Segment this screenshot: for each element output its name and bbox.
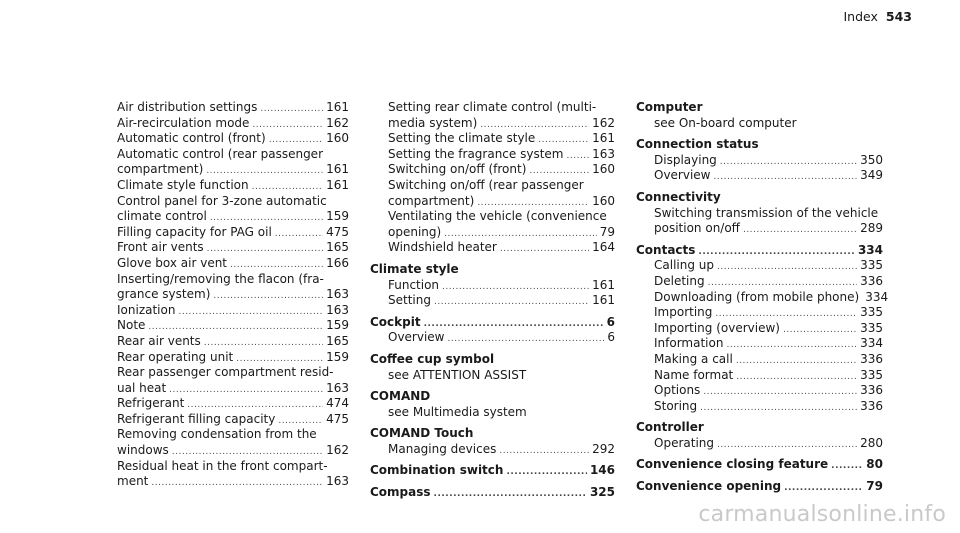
entry-text: Computer: [636, 100, 703, 114]
page-ref[interactable]: 335: [860, 305, 883, 320]
index-subentry: [636, 399, 883, 415]
dot-leader: [717, 438, 857, 454]
entry-text: Displaying: [654, 152, 717, 167]
dot-leader: [500, 242, 589, 258]
page-ref[interactable]: 335: [860, 320, 883, 335]
index-see-reference: [370, 368, 615, 384]
page-ref[interactable]: 280: [860, 435, 883, 450]
page-ref[interactable]: 334: [857, 242, 883, 257]
entry-text: Setting: [388, 293, 431, 308]
dot-leader: [567, 149, 590, 165]
index-entry: [117, 147, 349, 163]
dot-leader: [434, 295, 589, 311]
entry-text: ual heat: [117, 380, 167, 395]
page-ref[interactable]: 289: [860, 221, 883, 236]
index-heading: [636, 137, 883, 153]
index-subentry: [636, 336, 883, 352]
page-ref[interactable]: 336: [860, 351, 883, 366]
entry-text: compartment): [117, 162, 204, 177]
page-ref[interactable]: 159: [326, 318, 349, 333]
dot-leader: [698, 245, 855, 261]
dot-leader: [783, 323, 857, 339]
page-ref[interactable]: 161: [326, 177, 349, 192]
entry-text: Switching transmission of the vehicle: [654, 205, 879, 220]
dot-leader: [703, 385, 857, 401]
watermark: carmanualsonline.info: [698, 502, 946, 527]
index-entry: [117, 162, 349, 178]
index-subentry: [636, 352, 883, 368]
index-see-reference: [370, 405, 615, 421]
page-ref[interactable]: 161: [592, 293, 615, 308]
entry-text: Switching on/off (rear passenger: [388, 177, 584, 192]
index-entry: [117, 131, 349, 147]
dot-leader: [831, 459, 863, 475]
dot-leader: [784, 481, 863, 497]
entry-text: Ionization: [117, 302, 176, 317]
page-number: 543: [885, 9, 912, 24]
index-subentry: [370, 330, 615, 346]
index-column-1: [117, 100, 349, 490]
index-subentry: [636, 321, 883, 337]
page-ref[interactable]: 161: [326, 162, 349, 177]
index-subentry: [636, 436, 883, 452]
entry-text: Refrigerant: [117, 396, 185, 411]
dot-leader: [499, 444, 589, 460]
entry-text: Coffee cup symbol: [370, 351, 495, 366]
entry-text: Removing condensation from the: [117, 427, 317, 442]
dot-leader: [726, 338, 857, 354]
index-subentry: [636, 206, 883, 222]
entry-text: Overview: [654, 168, 711, 183]
page-ref[interactable]: 164: [592, 240, 615, 255]
section-title: Index: [843, 9, 878, 24]
page-ref[interactable]: 475: [326, 224, 349, 239]
index-heading: [370, 485, 615, 501]
index-subentry: [636, 168, 883, 184]
index-subentry: [636, 305, 883, 321]
index-entry: [117, 474, 349, 490]
entry-text: Downloading (from mobile phone): [654, 289, 860, 304]
page-ref[interactable]: 325: [589, 485, 615, 500]
page-ref[interactable]: 162: [326, 443, 349, 458]
index-subentry: [370, 100, 615, 116]
index-entry: [117, 365, 349, 381]
index-entry: [117, 178, 349, 194]
entry-text: Operating: [654, 435, 714, 450]
page-ref[interactable]: 80: [866, 457, 883, 472]
page-ref[interactable]: 79: [866, 479, 883, 494]
entry-text: windows: [117, 443, 169, 458]
entry-text: Compass: [370, 485, 431, 500]
entry-text: Automatic control (rear passenger: [117, 146, 323, 161]
dot-leader: [700, 401, 857, 417]
entry-text: Automatic control (front): [117, 131, 266, 146]
entry-text: Residual heat in the front compart-: [117, 458, 328, 473]
entry-text: Rear air vents: [117, 333, 201, 348]
index-heading: [370, 315, 615, 331]
entry-text: Importing: [654, 305, 713, 320]
index-subentry: [370, 178, 615, 194]
dot-leader: [736, 370, 857, 386]
page-ref[interactable]: 349: [860, 168, 883, 183]
page-ref[interactable]: 336: [860, 273, 883, 288]
page-ref[interactable]: 335: [860, 258, 883, 273]
page-ref[interactable]: 163: [326, 380, 349, 395]
entry-text: Inserting/removing the flacon (fra-: [117, 271, 324, 286]
page-ref[interactable]: 474: [326, 396, 349, 411]
entry-text: Connectivity: [636, 189, 721, 204]
entry-text: Connection status: [636, 137, 759, 152]
index-entry: [117, 303, 349, 319]
entry-text: see ATTENTION ASSIST: [388, 367, 527, 382]
entry-text: Filling capacity for PAG oil: [117, 224, 272, 239]
index-entry: [117, 209, 349, 225]
index-heading: [370, 262, 615, 278]
dot-leader: [434, 487, 587, 503]
entry-text: media system): [388, 115, 478, 130]
page-ref[interactable]: 336: [860, 398, 883, 413]
entry-text: opening): [388, 224, 442, 239]
entry-text: Calling up: [654, 258, 714, 273]
index-subentry: [636, 221, 883, 237]
entry-text: Making a call: [654, 351, 733, 366]
index-subentry: [370, 293, 615, 309]
dot-leader: [448, 332, 605, 348]
index-entry: [117, 240, 349, 256]
index-entry: [117, 350, 349, 366]
page-ref[interactable]: 146: [589, 463, 615, 478]
page-ref[interactable]: 159: [326, 209, 349, 224]
entry-text: Function: [388, 277, 440, 292]
index-entry: [117, 194, 349, 210]
page-ref[interactable]: 161: [592, 131, 615, 146]
index-entry: [117, 287, 349, 303]
index-entry: [117, 272, 349, 288]
entry-text: compartment): [388, 193, 475, 208]
index-heading: [636, 190, 883, 206]
index-subentry: [370, 194, 615, 210]
index-entry: [117, 100, 349, 116]
entry-text: Glove box air vent: [117, 255, 228, 270]
dot-leader: [442, 280, 589, 296]
index-subentry: [636, 383, 883, 399]
page-ref[interactable]: 163: [326, 287, 349, 302]
index-heading: [636, 479, 883, 495]
page-ref[interactable]: 79: [599, 224, 615, 239]
index-heading: [636, 243, 883, 259]
index-see-reference: [636, 116, 883, 132]
index-subentry: [370, 225, 615, 241]
dot-leader: [506, 465, 586, 481]
dot-leader: [720, 155, 857, 171]
page-ref[interactable]: 159: [326, 349, 349, 364]
dot-leader: [275, 227, 323, 243]
index-entry: [117, 225, 349, 241]
entry-text: Cockpit: [370, 314, 421, 329]
entry-text: grance system): [117, 287, 211, 302]
entry-text: see Multimedia system: [388, 404, 527, 419]
index-heading: [636, 420, 883, 436]
index-subentry: [370, 131, 615, 147]
entry-text: Refrigerant filling capacity: [117, 411, 276, 426]
page-ref[interactable]: 161: [326, 100, 349, 114]
entry-text: Overview: [388, 330, 445, 345]
index-entry: [117, 443, 349, 459]
index-subentry: [370, 209, 615, 225]
entry-text: see On-board computer: [654, 115, 797, 130]
page-ref[interactable]: 166: [326, 255, 349, 270]
index-subentry: [370, 147, 615, 163]
entry-text: Rear passenger compartment resid-: [117, 365, 334, 380]
index-subentry: [636, 274, 883, 290]
dot-leader: [169, 383, 323, 399]
entry-text: Air distribution settings: [117, 100, 258, 114]
index-entry: [117, 396, 349, 412]
index-entry: [117, 334, 349, 350]
index-column-2: [370, 100, 615, 501]
page-ref[interactable]: 334: [860, 336, 883, 351]
page-ref[interactable]: 475: [326, 411, 349, 426]
index-subentry: [370, 116, 615, 132]
entry-text: Rear operating unit: [117, 349, 234, 364]
page-ref[interactable]: 336: [860, 383, 883, 398]
index-subentry: [370, 240, 615, 256]
entry-text: Name format: [654, 367, 734, 382]
entry-text: Deleting: [654, 273, 705, 288]
page-ref[interactable]: 162: [592, 115, 615, 130]
index-subentry: [636, 368, 883, 384]
page-ref[interactable]: 334: [865, 289, 889, 304]
index-subentry: [370, 278, 615, 294]
entry-text: Information: [654, 336, 724, 351]
entry-text: Windshield heater: [388, 240, 497, 255]
entry-text: Setting the fragrance system: [388, 146, 564, 161]
entry-text: Setting rear climate control (multi-: [388, 100, 597, 114]
entry-text: ment: [117, 474, 149, 489]
entry-text: Managing devices: [388, 441, 497, 456]
dot-leader: [743, 223, 857, 239]
page-ref[interactable]: 163: [592, 146, 615, 161]
index-heading: [370, 463, 615, 479]
entry-text: Options: [654, 383, 701, 398]
entry-text: Storing: [654, 398, 698, 413]
entry-text: Setting the climate style: [388, 131, 536, 146]
entry-text: position on/off: [654, 221, 740, 236]
dot-leader: [736, 354, 857, 370]
index-subentry: [370, 162, 615, 178]
dot-leader: [714, 170, 858, 186]
entry-text: COMAND Touch: [370, 426, 474, 441]
dot-leader: [151, 476, 323, 492]
entry-text: Ventilating the vehicle (convenience: [388, 209, 607, 224]
dot-leader: [178, 305, 323, 321]
entry-text: Note: [117, 318, 146, 333]
index-heading: [370, 352, 615, 368]
page-ref[interactable]: 162: [326, 115, 349, 130]
index-entry: [117, 318, 349, 334]
page-ref[interactable]: 163: [326, 474, 349, 489]
page-ref[interactable]: 292: [592, 441, 615, 456]
index-heading: [370, 389, 615, 405]
dot-leader: [213, 289, 323, 305]
index-subentry: [636, 289, 889, 306]
index-heading: [370, 426, 615, 442]
entry-text: Air-recirculation mode: [117, 115, 250, 130]
entry-text: Controller: [636, 420, 704, 435]
page-ref[interactable]: 350: [860, 152, 883, 167]
entry-text: Climate style: [370, 261, 459, 276]
dot-leader: [424, 317, 604, 333]
page-ref[interactable]: 6: [606, 314, 615, 329]
index-entry: [117, 381, 349, 397]
index-entry: [117, 459, 349, 475]
entry-text: Contacts: [636, 242, 696, 257]
page-ref[interactable]: 160: [326, 131, 349, 146]
index-heading: [636, 457, 883, 473]
page-ref[interactable]: 335: [860, 367, 883, 382]
entry-text: Convenience closing feature: [636, 457, 829, 472]
index-heading: [636, 100, 883, 116]
page-ref[interactable]: 165: [326, 240, 349, 255]
page-ref[interactable]: 160: [592, 193, 615, 208]
index-subentry: [370, 442, 615, 458]
index-subentry: [636, 258, 883, 274]
page-ref[interactable]: 161: [592, 277, 615, 292]
entry-text: Front air vents: [117, 240, 204, 255]
entry-text: climate control: [117, 209, 207, 224]
page-ref[interactable]: 165: [326, 333, 349, 348]
entry-text: Switching on/off (front): [388, 162, 527, 177]
index-subentry: [636, 153, 883, 169]
index-entry: [117, 256, 349, 272]
index-column-3: [636, 100, 889, 495]
entry-text: Control panel for 3-zone automatic: [117, 193, 327, 208]
entry-text: Importing (overview): [654, 320, 780, 335]
page-ref[interactable]: 160: [592, 162, 615, 177]
index-entry: [117, 116, 349, 132]
index-entry: [117, 412, 349, 428]
dot-leader: [717, 260, 857, 276]
page-header: [843, 9, 912, 24]
dot-leader: [260, 102, 323, 118]
index-entry: [117, 427, 349, 443]
page-ref[interactable]: 6: [607, 330, 615, 345]
entry-text: Convenience opening: [636, 479, 782, 494]
entry-text: Combination switch: [370, 463, 504, 478]
entry-text: COMAND: [370, 389, 431, 404]
entry-text: Climate style function: [117, 177, 249, 192]
page-ref[interactable]: 163: [326, 302, 349, 317]
